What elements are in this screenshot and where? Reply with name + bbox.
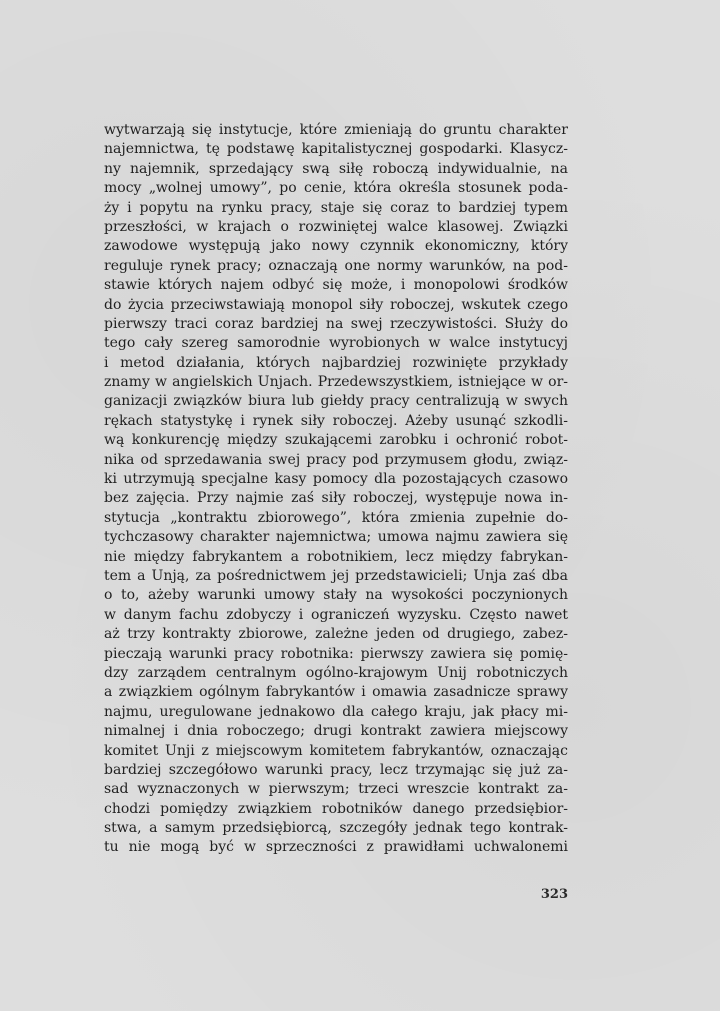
text-line: aż trzy kontrakty zbiorowe, zależne jeden od drugiego, zabez- [104,626,568,643]
text-line: przeszłości, w krajach o rozwiniętej walce klasowej. Związki [104,218,568,235]
text-line: a związkiem ogólnym fabrykantów i omawia zasadnicze sprawy [104,684,568,701]
text-line: najmu, uregulowane jednakowo dla całego kraju, jak płacy mi- [104,703,568,720]
text-line: sad wyznaczonych w pierwszym; trzeci wreszcie kontrakt za- [104,781,568,798]
text-line: tego cały szereg samorodnie wyrobionych w walce instytucyj [104,335,568,352]
text-line: ki utrzymują specjalne kasy pomocy dla pozostających czasowo [104,471,568,488]
text-line: stawie których najem odbyć się może, i monopolowi środków [104,277,568,294]
text-line: i metod działania, których najbardziej rozwinięte przykłady [104,354,568,371]
text-line: tu nie mogą być w sprzeczności z prawidłami uchwalonemi [104,839,568,856]
text-line: pierwszy traci coraz bardziej na swej rzeczywistości. Służy do [104,315,568,332]
text-line: nimalnej i dnia roboczego; drugi kontrakt zawiera miejscowy [104,723,568,740]
text-line: tem a Unją, za pośrednictwem jej przedstawicieli; Unja zaś dba [104,567,568,584]
text-line: o to, ażeby warunki umowy stały na wysokości poczynionych [104,587,568,604]
text-line: znamy w angielskich Unjach. Przedewszystkiem, istniejące w or- [104,374,568,391]
text-line: w danym fachu zdobyczy i ograniczeń wyzysku. Często nawet [104,606,568,623]
text-line: stytucja „kontraktu zbiorowego”, która zmienia zupełnie do- [104,509,568,526]
text-line: chodzi pomiędzy związkiem robotników danego przedsiębior- [104,800,568,817]
page-number: 323 [540,887,568,902]
text-line: nika od sprzedawania swej pracy pod przymusem głodu, związ- [104,451,568,468]
text-line: do życia przeciwstawiają monopol siły roboczej, wskutek czego [104,296,568,313]
text-line: ny najemnik, sprzedający swą siłę roboczą indywidualnie, na [104,160,568,177]
text-line: nie między fabrykantem a robotnikiem, lecz między fabrykan- [104,548,568,565]
text-line: najemnictwa, tę podstawę kapitalistycznej gospodarki. Klasycz- [104,141,568,158]
text-line: mocy „wolnej umowy”, po cenie, która określa stosunek poda- [104,180,568,197]
text-line: rękach statystykę i rynek siły roboczej. Ażeby usunąć szkodli- [104,412,568,429]
body-text [104,121,568,858]
text-line: pieczają warunki pracy robotnika: pierwszy zawiera się pomię- [104,645,568,662]
text-line: dzy zarządem centralnym ogólno-krajowym Unij robotniczych [104,664,568,681]
text-line: bardziej szczegółowo warunki pracy, lecz trzymając się już za- [104,761,568,778]
text-line: komitet Unji z miejscowym komitetem fabrykantów, oznaczając [104,742,568,759]
text-line: zawodowe występują jako nowy czynnik ekonomiczny, który [104,238,568,255]
text-line: tychczasowy charakter najemnictwa; umowa najmu zawiera się [104,529,568,546]
text-line: ganizacji związków biura lub giełdy pracy centralizują w swych [104,393,568,410]
text-line: stwa, a samym przedsiębiorcą, szczegóły jednak tego kontrak- [104,820,568,837]
text-line: ży i popytu na rynku pracy, staje się coraz to bardziej typem [104,199,568,216]
text-line: wytwarzają się instytucje, które zmieniają do gruntu charakter [104,122,568,138]
text-line: bez zajęcia. Przy najmie zaś siły roboczej, występuje nowa in- [104,490,568,507]
text-line: wą konkurencję między szukającemi zarobku i ochronić robot- [104,432,568,449]
text-line: reguluje rynek pracy; oznaczają one normy warunków, na pod- [104,257,568,274]
